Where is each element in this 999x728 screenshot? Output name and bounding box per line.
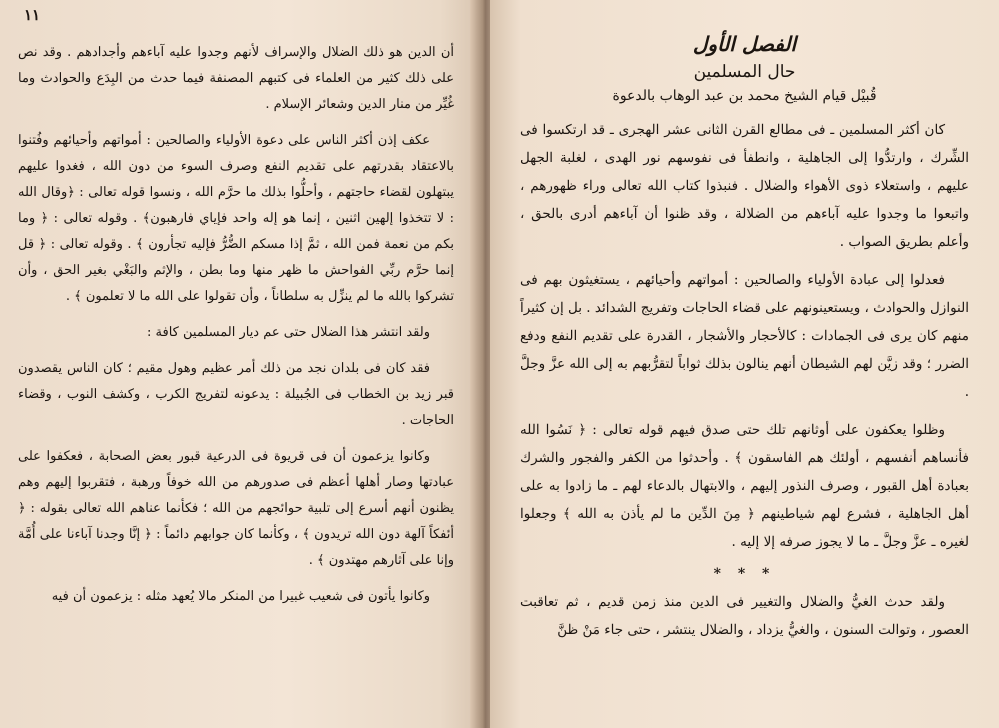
left-paragraph-4: فقد كان فى بلدان نجد من ذلك أمر عظيم وهول مقيم ؛ كان الناس يقصدون قبر زيد بن الخطاب فى الجُبيلة : يدعونه لتفريج الكرب ، وكشف النوب ، وقضاء الحاجات . bbox=[18, 361, 454, 428]
section-separator: * * * bbox=[713, 566, 776, 582]
left-page bbox=[0, 0, 478, 728]
right-paragraph-2: فعدلوا إلى عبادة الأولياء والصالحين : أمواتهم وأحيائهم ، يستغيثون بهم فى النوازل والحوادث ، ويستعينونهم على قضاء الحاجات وتفريج الشدائد . بل إن كثيراً منهم كان يرى فى الجمادات : كالأحجار والأشجار ، القدرة على تقديم النفع ودفع الضرر ؛ وقد زيَّن لهم الشيطان أنهم ينالون بذلك ثواباً لتقرُّبهم به إلى الله عزَّ وجلَّ . bbox=[520, 272, 969, 400]
left-paragraph-6: وكانوا يأتون فى شعيب غبيرا من المنكر مالا يُعهد مثله : يزعمون أن فيه bbox=[51, 589, 430, 604]
right-paragraph-4: ولقد حدث الغيُّ والضلال والتغيير فى الدين منذ زمن قديم ، ثم تعاقبت العصور ، وتوالت السنون ، والغيُّ يزداد ، والضلال ينتشر ، حتى جاء مَنْ ظنَّ bbox=[520, 594, 969, 638]
right-page bbox=[490, 0, 999, 728]
left-paragraph-2: عكف إذن أكثر الناس على دعوة الأولياء والصالحين : أمواتهم وأحيائهم وفُتنوا بالاعتقاد بقدرتهم على تقديم النفع وصرف السوء من دون الله ، فغدوا عليهم يبتهلون لقضاء حاجتهم ، وأحلُّوا بذلك ما حرَّم الله ، ونسوا قوله تعالى : ﴿وقال الله : لا تتخذوا إلهين اثنين ، إنما هو إله واحد فإياي فارهبون﴾ . وقوله تعالى : ﴿ وما بكم من نعمة فمن الله ، ثمَّ إذا مسكم الضُّرُّ فإليه تجأرون ﴾ . وقوله تعالى : ﴿ قل إنما حرَّم ربِّي الفواحش ما ظهر منها وما بطن ، والإثم والبَغْي بغير الحق ، وأن تشركوا بالله ما لم ينزِّل به سلطاناً ، وأن تقولوا على الله ما لا تعلمون ﴾ . bbox=[18, 133, 455, 304]
right-paragraph-3: وظلوا يعكفون على أوثانهم تلك حتى صدق فيهم قوله تعالى : ﴿ نَسُوا الله فأنساهم أنفسهم ، أولئك هم الفاسقون ﴾ . وأحدثوا من الكفر والفجور والشرك بعبادة أهل القبور ، وصرف النذور إليهم ، والابتهال بالدعاء لهم ـ ما زادوا به على أهل الجاهلية ، فشرع لهم شياطينهم ﴿ مِنَ الدِّين ما لم يأذن به الله ﴾ وجعلوا لغيره ـ عزَّ وجلَّ ـ ما لا يجوز صرفه إلا إليه . bbox=[520, 422, 969, 550]
chapter-title: الفصل الأول bbox=[692, 32, 797, 56]
page-number: ١١ bbox=[24, 6, 41, 24]
right-paragraph-1: كان أكثر المسلمين ـ فى مطالع القرن الثانى عشر الهجرى ـ قد ارتكسوا فى الشِّرك ، وارتدُّوا إلى الجاهلية ، وانطفأ فى نفوسهم نور الهدى ، لغلبة الجهل عليهم ، واستعلاء ذوى الأهواء والضلال . فنبذوا كتاب الله تعالى وراء ظهورهم ، واتبعوا ما وجدوا عليه آباءهم من الضلالة ، وقد ظنوا أن آباءهم أدرى بالحق ، وأعلم بطريق الصواب . bbox=[520, 122, 969, 250]
chapter-subheading: قُبيْل قيام الشيخ محمد بن عبد الوهاب بالدعوة bbox=[612, 88, 877, 104]
left-paragraph-1: أن الدين هو ذلك الضلال والإسراف لأنهم وجدوا عليه آباءهم وأجدادهم . وقد نص على ذلك كثير من العلماء فى كتبهم المصنفة فيما حدث من البِدَع والحوادث وما غُيِّر من منار الدين وشعائر الإسلام . bbox=[18, 45, 454, 112]
left-paragraph-5: وكانوا يزعمون أن فى قريوة فى الدرعية قبور بعض الصحابة ، فعكفوا على عبادتها وصار أهلها أعظم فى صدورهم من الله خوفاً ورهبة ، فتقربوا إليهم وهم يظنون أنهم أسرع إلى تلبية حوائجهم من الله ؛ فكأنما عناهم الله تعالى بقوله : ﴿ أئفكاً آلهة دون الله تريدون ﴾ ، وكأنما كان جوابهم دائماً : ﴿ إنَّا وجدنا آباءنا على أُمَّة وإنا على آثارهم مهتدون ﴾ . bbox=[18, 449, 454, 568]
left-paragraph-3: ولقد انتشر هذا الضلال حتى عم ديار المسلمين كافة : bbox=[147, 325, 430, 340]
chapter-subtitle: حال المسلمين bbox=[693, 62, 796, 82]
